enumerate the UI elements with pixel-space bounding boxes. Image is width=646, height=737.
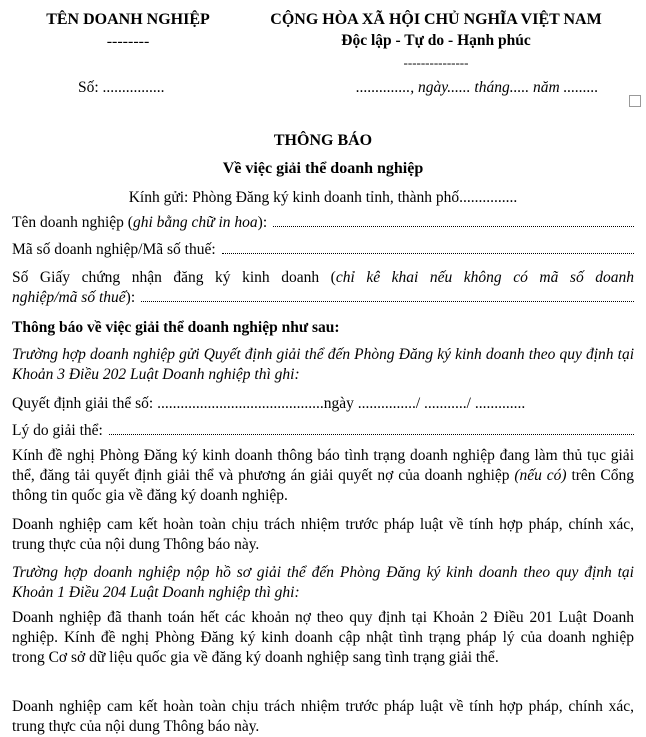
case1-commitment: Doanh nghiệp cam kết hoàn toàn chịu trách nhiệm trước pháp luật về tính hợp pháp, chính xác, trung thực của nội dung Thông báo này. [12, 516, 634, 553]
tax-code-field[interactable] [12, 240, 634, 260]
company-divider: -------- [106, 33, 150, 50]
tax-code-input-line[interactable] [222, 241, 634, 254]
reason-field[interactable] [12, 421, 634, 441]
decision-number-line[interactable]: Quyết định giải thể số: ...........................................ngày .............../ .........../ ............. [12, 395, 526, 412]
reason-label: Lý do giải thể: [12, 422, 103, 439]
certificate-field[interactable] [12, 268, 634, 308]
certificate-input-line[interactable] [141, 289, 634, 302]
reason-input-line[interactable] [109, 422, 634, 435]
country-name: CỘNG HÒA XÃ HỘI CHỦ NGHĨA VIỆT NAM [270, 11, 602, 28]
national-motto: Độc lập - Tự do - Hạnh phúc [341, 32, 531, 49]
case2-commitment: Doanh nghiệp cam kết hoàn toàn chịu trách nhiệm trước pháp luật về tính hợp pháp, chính xác, trung thực của nội dung Thông báo này. [12, 698, 634, 735]
case2-intro: Trường hợp doanh nghiệp nộp hồ sơ giải thể đến Phòng Đăng ký kinh doanh theo quy định tại Khoản 1 Điều 204 Luật Doanh nghiệp thì ghi: [12, 564, 634, 601]
national-header [244, 10, 628, 73]
certificate-label-line1: Số Giấy chứng nhận đăng ký kinh doanh (chỉ kê khai nếu không có mã số doanh [12, 269, 635, 286]
checkbox[interactable] [629, 95, 641, 107]
addressee-line: Kính gửi: Phòng Đăng ký kinh doanh tỉnh, thành phố............... [128, 189, 518, 206]
tax-code-label: Mã số doanh nghiệp/Mã số thuế: [12, 241, 216, 258]
certificate-label-line2: nghiệp/mã số thuế): [12, 288, 634, 308]
company-name-input-line[interactable] [273, 214, 634, 227]
case1-intro: Trường hợp doanh nghiệp gửi Quyết định giải thể đến Phòng Đăng ký kinh doanh theo quy định tại Khoản 3 Điều 202 Luật Doanh nghiệp thì ghi: [12, 346, 634, 383]
motto-divider: --------------- [403, 55, 469, 70]
company-name-label: Tên doanh nghiệp (ghi bằng chữ in hoa): [12, 214, 268, 231]
document-date[interactable]: .............., ngày...... tháng..... năm ......... [356, 79, 599, 96]
document-subtitle: Về việc giải thể doanh nghiệp [222, 160, 424, 177]
company-name-field[interactable] [12, 213, 634, 233]
document-title: THÔNG BÁO [273, 132, 373, 149]
company-name: TÊN DOANH NGHIỆP [46, 11, 210, 28]
section-heading: Thông báo về việc giải thể doanh nghiệp như sau: [12, 319, 340, 336]
case2-paid-statement: Doanh nghiệp đã thanh toán hết các khoản nợ theo quy định tại Khoản 2 Điều 201 Luật Doanh nghiệp. Kính đề nghị Phòng Đăng ký kinh doanh cập nhật tình trạng pháp lý của doanh nghiệp trong Cơ sở dữ liệu quốc gia về đăng ký doanh nghiệp sang tình trạng giải thể. [12, 609, 634, 666]
case1-request: Kính đề nghị Phòng Đăng ký kinh doanh thông báo tình trạng doanh nghiệp đang làm thủ tục giải thể, đăng tải quyết định giải thể và phương án giải quyết nợ của doanh nghiệp (nếu có) trên Cổng thông tin quốc gia về đăng ký doanh nghiệp. [12, 447, 634, 504]
document-number[interactable]: Số: ................ [78, 79, 165, 96]
company-header [38, 10, 218, 52]
